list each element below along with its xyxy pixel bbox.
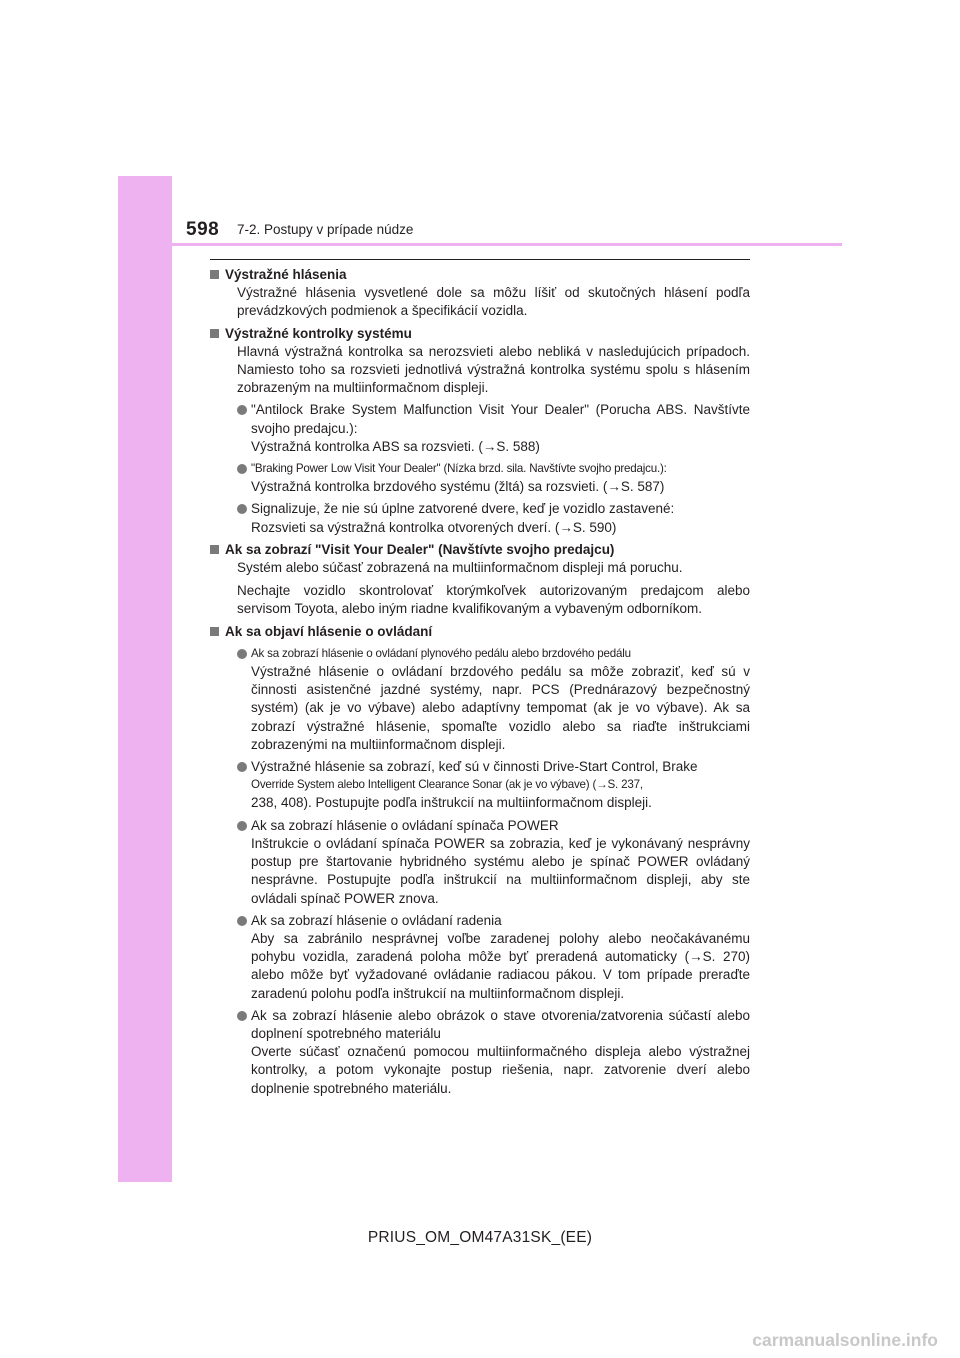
bullet-item <box>237 401 750 456</box>
bullet-heading: Ak sa zobrazí hlásenie o ovládaní radenia <box>251 912 502 928</box>
content-divider <box>210 259 750 260</box>
bullet-item <box>237 817 750 908</box>
bullet-body: 238, 408). Postupujte podľa inštrukcií na multiinformačnom displeji. <box>251 795 652 811</box>
bullet-heading: Výstražné hlásenie sa zobrazí, keď sú v činnosti Drive-Start Control, Brake <box>251 759 698 775</box>
bullet-body: Výstražná kontrolka ABS sa rozsvieti. (→S. 588) <box>251 438 540 454</box>
bullet-item <box>237 758 750 813</box>
bullet-body: Aby sa zabránilo nesprávnej voľbe zaradenej polohy alebo neočakávanému pohybu vozidla, zaradená poloha môže byť preradená automaticky (→S. 270) alebo môže byť vyžadované ovládanie radiacou pákou. V tom prípade preraďte zaradenú polohu podľa inštrukcií na multiinformačnom displeji. <box>251 930 750 1001</box>
square-bullet-icon <box>210 545 219 554</box>
bullet-body: Výstražná kontrolka brzdového systému (žltá) sa rozsvieti. (→S. 587) <box>251 479 665 495</box>
bullet-body: Výstražné hlásenie o ovládaní brzdového pedálu sa môže zobraziť, keď sú v činnosti asistenčné jazdné systémy, napr. PCS (Prednárazový bezpečnostný systém) (ak je vo výbave) alebo adaptívny tempomat (ak je vo výbave). Ak sa zobrazí výstražné hlásenie, spomaľte vozidlo alebo sa riaďte inštrukciami zobrazenými na multiinformačnom displeji. <box>251 664 750 752</box>
bullet-heading: Signalizuje, že nie sú úplne zatvorené dvere, keď je vozidlo zastavené: <box>251 501 675 517</box>
paragraph: Nechajte vozidlo skontrolovať ktorýmkoľvek autorizovaným predajcom alebo servisom Toyota, alebo iným riadne kvalifikovaným a vybaveným odborníkom. <box>237 583 750 617</box>
bullet-body: Overte súčasť označenú pomocou multiinformačného displeja alebo výstražnej kontrolky, a potom vykonajte postup riešenia, napr. zatvorenie dverí alebo doplnenie spotrebného materiálu. <box>251 1044 750 1096</box>
bullet-item <box>237 645 750 754</box>
section-heading <box>210 623 750 641</box>
section-visit-your-dealer <box>210 541 750 619</box>
square-bullet-icon <box>210 329 219 338</box>
round-bullet-icon <box>237 405 247 415</box>
round-bullet-icon <box>237 649 247 659</box>
round-bullet-icon <box>237 464 247 474</box>
round-bullet-icon <box>237 1011 247 1021</box>
section-title: Výstražné hlásenia <box>225 267 347 282</box>
bullet-item <box>237 500 750 536</box>
section-warning-messages <box>210 266 750 321</box>
bullet-heading: Ak sa zobrazí hlásenie o ovládaní plynového pedálu alebo brzdového pedálu <box>251 646 631 660</box>
paragraph: Systém alebo súčasť zobrazená na multiinformačnom displeji má poruchu. <box>237 560 683 576</box>
main-content <box>210 266 750 1098</box>
bullet-item <box>237 912 750 1003</box>
bullet-heading: "Antilock Brake System Malfunction Visit Your Dealer" (Porucha ABS. Navštívte svojho predajcu.): <box>251 402 750 436</box>
section-operation-messages <box>210 623 750 1098</box>
section-title: Výstražné kontrolky systému <box>225 325 412 341</box>
round-bullet-icon <box>237 821 247 831</box>
round-bullet-icon <box>237 916 247 926</box>
chapter-title: 7-2. Postupy v prípade núdze <box>237 222 414 237</box>
paragraph: Výstražné hlásenia vysvetlené dole sa môžu líšiť od skutočných hlásení podľa prevádzkových podmienok a špecifikácií vozidla. <box>237 285 750 319</box>
bullet-heading: Ak sa zobrazí hlásenie o ovládaní spínača POWER <box>251 817 559 833</box>
section-title: Ak sa zobrazí "Visit Your Dealer" (Navštívte svojho predajcu) <box>225 541 615 557</box>
manual-code: PRIUS_OM_OM47A31SK_(EE) <box>367 1229 593 1246</box>
round-bullet-icon <box>237 504 247 514</box>
section-heading <box>210 266 750 284</box>
chapter-sidebar-band <box>118 176 172 1182</box>
bullet-heading: "Braking Power Low Visit Your Dealer" (Nízka brzd. sila. Navštívte svojho predajcu.): <box>251 462 667 476</box>
page-number: 598 <box>186 219 220 240</box>
square-bullet-icon <box>210 270 219 279</box>
section-heading <box>210 325 750 343</box>
bullet-body: Inštrukcie o ovládaní spínača POWER sa zobrazia, keď je vykonávaný nesprávny postup pre štartovanie hybridného systému alebo je spínač POWER ovládaný nesprávne. Postupujte podľa inštrukcií na multiinformačnom displeji, aby ste ovládali spínač POWER znova. <box>251 835 750 906</box>
paragraph: Hlavná výstražná kontrolka sa nerozsvieti alebo nebliká v nasledujúcich prípadoch. Namiesto toho sa rozsvieti jednotlivá výstražná kontrolka systému spolu s hlásením zobrazeným na multiinformačnom displeji. <box>237 343 750 396</box>
section-system-warning-lights <box>210 325 750 537</box>
header-rule <box>172 243 842 246</box>
bullet-item <box>237 1007 750 1098</box>
bullet-heading: Ak sa zobrazí hlásenie alebo obrázok o stave otvorenia/zatvorenia súčastí alebo doplnení spotrebného materiálu <box>251 1007 750 1041</box>
section-heading <box>210 541 750 559</box>
square-bullet-icon <box>210 627 219 636</box>
bullet-body: Rozsvieti sa výstražná kontrolka otvorených dverí. (→S. 590) <box>251 519 617 535</box>
section-title: Ak sa objaví hlásenie o ovládaní <box>225 623 433 639</box>
bullet-heading-continued: Override System alebo Intelligent Clearance Sonar (ak je vo výbave) (→S. 237, <box>251 778 643 792</box>
round-bullet-icon <box>237 762 247 772</box>
watermark: carmanualsonline.info <box>752 1330 938 1350</box>
bullet-item <box>237 460 750 496</box>
